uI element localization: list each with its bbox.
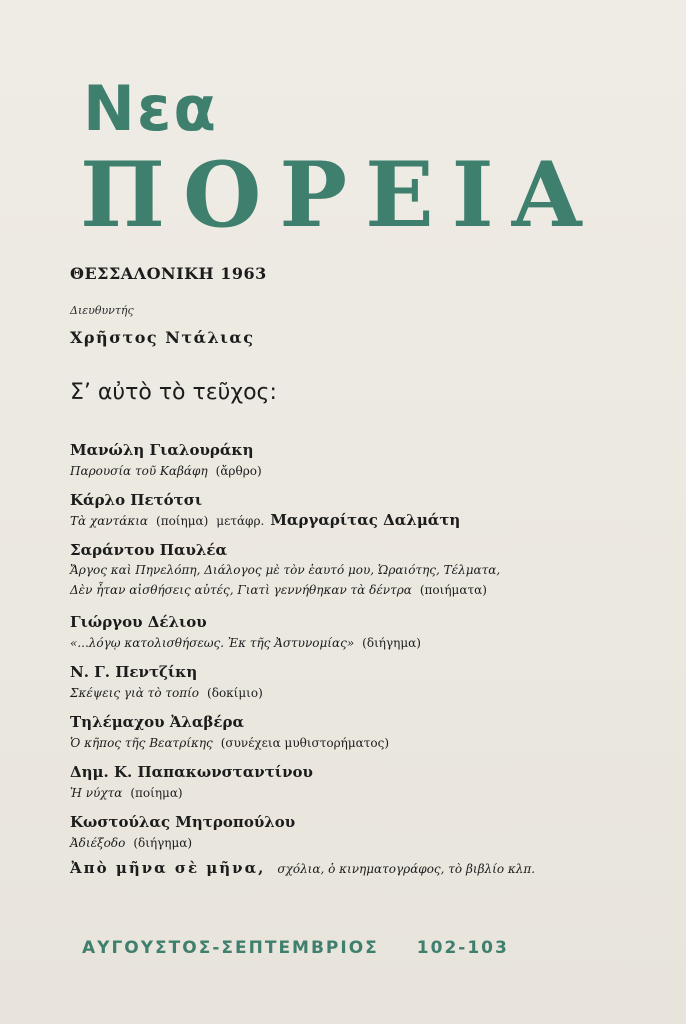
toc-section-label: Ἀπὸ μῆνα σὲ μῆνα,: [70, 859, 266, 877]
toc-author: Κωστούλας Μητροπούλου: [70, 813, 296, 831]
toc-work: [70, 736, 389, 750]
toc-work: [70, 636, 421, 650]
toc-genre: (ποίημα): [130, 786, 183, 800]
issue-months: ΑΥΓΟΥΣΤΟΣ-ΣΕΠΤΕΜΒΡΙΟΣ: [82, 938, 379, 958]
toc-entry: [70, 812, 650, 858]
title-small: Νεα: [83, 72, 218, 145]
toc-work-title: «...λόγῳ κατολισθήσεως. Ἐκ τῆς Ἀστυνομίας»: [70, 636, 355, 650]
toc-author: Γιώργου Δέλιου: [70, 613, 207, 631]
translator-label: μετάφρ.: [216, 514, 265, 528]
toc-entry: [70, 440, 650, 490]
toc-genre: (δοκίμιο): [207, 686, 263, 700]
toc-entry: [70, 662, 650, 712]
toc-author: Μανώλη Γιαλουράκη: [70, 441, 254, 459]
issue-footer: [82, 938, 509, 958]
toc-work-title: Παρουσία τοῦ Καβάφη: [70, 464, 208, 478]
title-large: ΠΟΡΕΙΑ: [80, 142, 600, 248]
toc-work-line: [70, 580, 650, 600]
director-name: Χρῆστος Ντάλιας: [70, 328, 255, 347]
toc-entry: [70, 490, 650, 540]
toc-author: Δημ. Κ. Παπακωνσταντίνου: [70, 763, 313, 781]
toc-work-title: Τὰ χαντάκια: [70, 514, 149, 528]
toc-work-line: Ἄργος καὶ Πηνελόπη, Διάλογος μὲ τὸν ἑαυτό μου, Ὡραιότης, Τέλματα,: [70, 563, 501, 577]
issue-contents-heading: Σ’ αὐτὸ τὸ τεῦχος:: [70, 380, 277, 405]
toc-entry: [70, 762, 650, 812]
toc-section-text: σχόλια, ὁ κινηματογράφος, τὸ βιβλίο κλπ.: [277, 862, 536, 876]
toc-work: [70, 786, 183, 800]
toc-work-title: Ἡ νύχτα: [70, 786, 123, 800]
issue-number: 102-103: [416, 938, 509, 958]
table-of-contents: [70, 440, 650, 879]
toc-work: [70, 464, 262, 478]
toc-genre: (ποιήματα): [419, 583, 487, 597]
translator-name: Μαργαρίτας Δαλμάτη: [270, 511, 461, 529]
toc-work-title: Σκέψεις γιὰ τὸ τοπίο: [70, 686, 200, 700]
toc-entry-final: [70, 858, 650, 879]
toc-author: Σαράντου Παυλέα: [70, 541, 228, 559]
toc-work: [70, 686, 263, 700]
toc-genre: (ἄρθρο): [215, 464, 262, 478]
director-label: Διευθυντής: [70, 304, 134, 317]
city-year: ΘΕΣΣΑΛΟΝΙΚΗ 1963: [70, 264, 267, 283]
toc-genre: (διήγημα): [362, 636, 421, 650]
toc-work-title: Ἀδιέξοδο: [70, 836, 126, 850]
toc-genre: (διήγημα): [133, 836, 193, 850]
toc-entry: [70, 540, 650, 612]
toc-work: [70, 511, 461, 529]
toc-genre: (συνέχεια μυθιστορήματος): [220, 736, 390, 750]
toc-entry: [70, 712, 650, 762]
toc-author: Ν. Γ. Πεντζίκη: [70, 663, 198, 681]
toc-work-title: Ὁ κῆπος τῆς Βεατρίκης: [70, 736, 213, 750]
toc-genre: (ποίημα): [156, 514, 209, 528]
toc-author: Τηλέμαχου Ἀλαβέρα: [70, 713, 245, 731]
toc-author: Κάρλο Πετότσι: [70, 491, 203, 509]
toc-work-title: Δὲν ἦταν αἰσθήσεις αὐτές, Γιατὶ γεννήθηκαν τὰ δέντρα: [70, 583, 412, 597]
toc-entry: [70, 612, 650, 662]
toc-work: [70, 836, 192, 850]
